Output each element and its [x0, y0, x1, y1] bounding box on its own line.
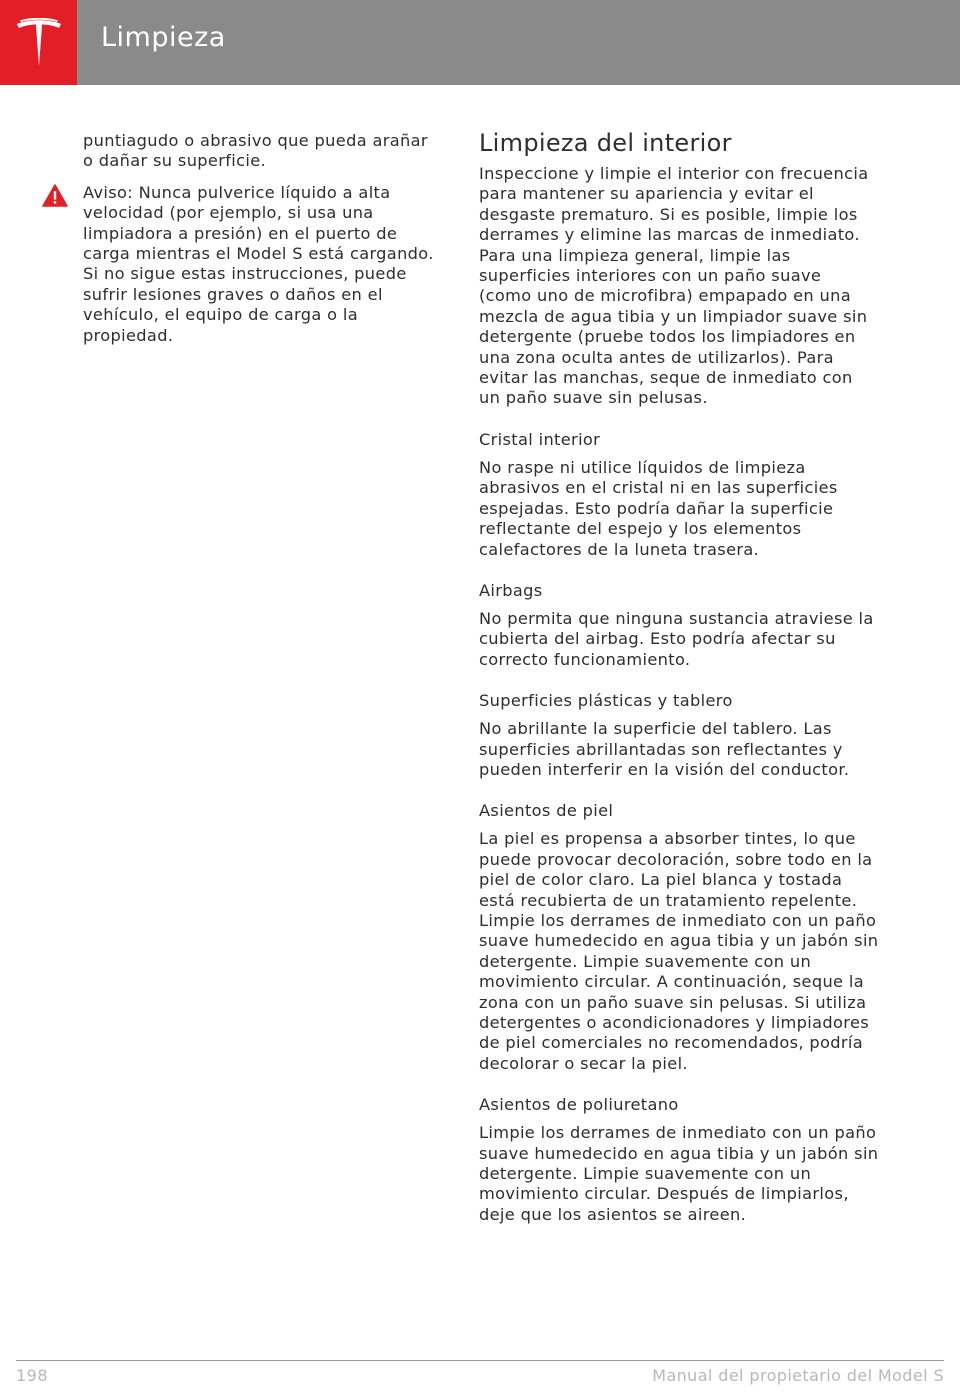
subsection-title-poliuretano: Asientos de poliuretano: [479, 1095, 679, 1115]
warning-label: Aviso:: [83, 182, 134, 202]
warning-body: Nunca pulverice líquido a alta velocidad (por ejemplo, si usa una limpiadora a presión) en el puerto de carga mientras el Model S está cargando. Si no sigue estas instrucciones, puede sufrir lesiones graves o daños en el vehículo, el equipo de carga o la propiedad.: [83, 182, 434, 345]
tesla-logo-icon: [15, 18, 63, 68]
subsection-title-cristal: Cristal interior: [479, 429, 601, 449]
left-column: [83, 131, 435, 346]
subsection-text-cristal: No raspe ni utilice líquidos de limpieza abrasivos en el cristal ni en las superficies espejadas. Esto podría dañar la superficie reflectante del espejo y los elementos calefactores de la luneta trasera.: [479, 457, 838, 559]
subsection-text-airbags: No permita que ninguna sustancia atraviese la cubierta del airbag. Esto podría afectar su correcto funcionamiento.: [479, 608, 874, 669]
warning-triangle-icon: [42, 184, 68, 207]
section-title: Limpieza del interior: [479, 129, 732, 157]
continued-paragraph: puntiagudo o abrasivo que pueda arañar o dañar su superficie.: [83, 131, 428, 171]
subsection-text-piel: La piel es propensa a absorber tintes, lo que puede provocar decoloración, sobre todo en la piel de color claro. La piel blanca y tostada está recubierta de un tratamiento repelente. Limpie los derrames de inmediato con un paño suave humedecido en agua tibia y un jabón sin detergente. Limpie suavemente con un movimiento circular. A continuación, seque la zona con un paño suave sin pelusas. Si utiliza detergentes o acondicionadores y limpiadores de piel comerciales no recomendados, podría decolorar o secar la piel.: [479, 829, 879, 1073]
page-title: Limpieza: [101, 22, 226, 53]
subsection-text-plasticas: No abrillante la superficie del tablero. Las superficies abrillantadas son reflectantes y pueden interferir en la visión del conductor.: [479, 719, 850, 779]
subsection-title-plasticas: Superficies plásticas y tablero: [479, 691, 733, 711]
subsection-title-airbags: Airbags: [479, 580, 543, 600]
logo-box: [0, 0, 77, 85]
page-number: 198: [16, 1366, 49, 1385]
page-header: [0, 0, 960, 85]
right-column: [479, 128, 879, 1225]
warning-block: [83, 183, 435, 346]
intro-paragraph: Inspeccione y limpie el interior con frecuencia para mantener su apariencia y evitar el desgaste prematuro. Si es posible, limpie los derrames y elimine las marcas de inmediato. Para una limpieza general, limpie las superficies interiores con un paño suave (como uno de microfibra) empapado en una mezcla de agua tibia y un limpiador suave sin detergente (pruebe todos los limpiadores en una zona oculta antes de utilizarlos). Para evitar las manchas, seque de inmediato con un paño suave sin pelusas.: [479, 164, 869, 408]
subsection-title-piel: Asientos de piel: [479, 801, 614, 821]
subsection-text-poliuretano: Limpie los derrames de inmediato con un paño suave humedecido en agua tibia y un jabón sin detergente. Limpie suavemente con un movimiento circular. Después de limpiarlos, deje que los asientos se aireen.: [479, 1123, 879, 1224]
manual-title: Manual del propietario del Model S: [652, 1366, 944, 1385]
warning-text: [83, 183, 435, 346]
footer-divider: [16, 1360, 944, 1361]
